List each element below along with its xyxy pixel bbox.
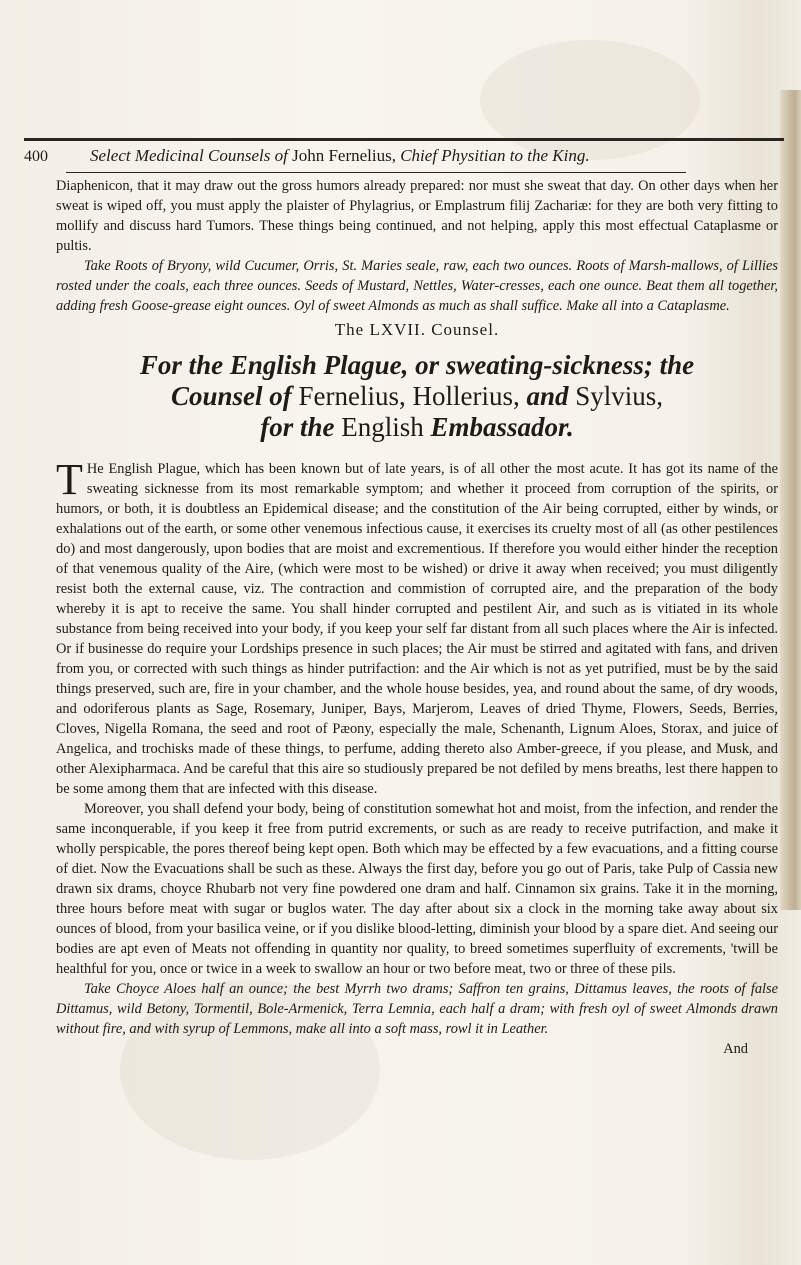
heading-part: English bbox=[341, 412, 424, 442]
paragraph-plague-description bbox=[56, 455, 778, 799]
recipe-cataplasm: Take Roots of Bryony, wild Cucumer, Orris, St. Maries seale, raw, each two ounces. Roots of Marsh-mallows, of Lillies rosted under the coals, each three ounces. Seeds of Mustard, Nettles, Water-cresses, each one ounce. Beat them all together, adding fresh Goose-grease eight ounces. Oyl of sweet Almonds as much as shall suffice. Make all into a Cataplasme. bbox=[56, 258, 778, 314]
facing-page-edge bbox=[780, 90, 801, 910]
catchword: And bbox=[723, 1041, 748, 1057]
heading-part: Sylvius, bbox=[575, 381, 664, 411]
heading-line bbox=[56, 381, 778, 412]
counsel-heading bbox=[56, 350, 778, 443]
heading-part: for the bbox=[260, 412, 342, 442]
top-rule bbox=[24, 138, 784, 141]
heading-part: Counsel of bbox=[170, 381, 299, 411]
page-body bbox=[56, 176, 778, 1059]
heading-part: and bbox=[526, 381, 576, 411]
running-title bbox=[90, 146, 590, 166]
heading-part: Fernelius, Hollerius, bbox=[298, 381, 527, 411]
paragraph-evacuations: Moreover, you shall defend your body, being of constitution somewhat hot and moist, from the infection, and render the same inconquerable, if you keep it free from putrid excrements, or such as are ready to receive putrifaction, and make it wholly perspicable, the pores thereof being kept open. Both which may be effected by a few evacuations, and a fitting course of diet. Now the Evacuations shall be such as these. Always the first day, before you go out of Paris, take Pulp of Cassia new drawn six drams, choyce Rhubarb not very fine powdered one dram and half. Cinnamon six grains. Take it in the morning, three hours before meat with sugar or buglos water. The day after about six a clock in the morning take away about six ounces of blood, from your basilica veine, or if you dislike blood-letting, diminish your blood by a spare diet. And seeing our bodies are apt even of Meats not offending in quantity nor quality, to breed sometimes superfluity of excrements, 'twill be healthful for you, once or twice in a week to swallow an hour or two before meat, two or three of these pils. bbox=[56, 801, 778, 977]
heading-line: For the English Plague, or sweating-sickness; the bbox=[139, 350, 695, 380]
running-header bbox=[24, 146, 744, 170]
heading-line bbox=[56, 412, 778, 443]
counsel-number-title: The LXVII. Counsel. bbox=[334, 320, 500, 339]
paper-stain bbox=[480, 40, 700, 160]
paragraph-text: He English Plague, which has been known but of late years, is of all other the most acute. It has got its name of the sweating sicknesse from its most remarkable symptom; and whether it proceed from corruption of the spirits, or humors, or both, it is doubtless an Epidemical disease; and the constitution of the Air being corrupted, either by winds, or exhalations out of the earth, or some other venemous infectious cause, it exercises its cruelty most of all (as other pestilences do) and most dangerously, upon bodies that are moist and excrementious. If therefore you would either hinder the reception of that venemous quality of the Aire, (which were most to be wished) or drive it away when received; you must diligently resist both the external cause, viz. The contraction and commistion of corrupted aire, and the preparation of the body whereby it is apt to receive the same. You shall hinder corrupted and pestilent Air, and such as is vitiated in its whole substance from being received into your body, if you keep your self far distant from all such places where the Air is infected. Or if businesse do require your Lordships presence in such places; the Air must be stirred and agitated with fans, and driven from you, or corrected with such things as hinder putrifaction: and the Air which is not as yet putrified, must be by the said things preserved, such are, fire in your chamber, and the whole house besides, yea, and round about the same, of dry woods, and odoriferous plants as Sage, Rosemary, Juniper, Bays, Marjerom, Leaves of dried Thyme, Flowers, Seeds, Berries, Cloves, Nigella Romana, the seed and root of Pæony, especially the male, Schenanth, Lignum Aloes, Storax, and juice of Angelica, and trochisks made of these things, to perfume, adding thereto also Amber-greece, if you please, and Musk, and other Alexipharmaca. And be careful that this aire so studiously prepared be not defiled by mens breaths, lest there happen to be some among them that are infected with this disease. bbox=[56, 461, 778, 797]
paragraph-cataplasm-intro: Diaphenicon, that it may draw out the gross humors already prepared: nor must she sweat that day. On other days when her sweat is wiped off, you must apply the plaister of Phylagrius, or Emplastrum filij Zachariæ: for they are both very fitting to mollify and discuss hard Tumors. These things being continued, and not helping, apply this most effectual Cataplasme or pultis. bbox=[56, 178, 778, 254]
running-title-part: Select Medicinal Counsels of bbox=[90, 146, 288, 165]
running-title-part: Chief Physitian to the King. bbox=[395, 146, 590, 165]
recipe-pills: Take Choyce Aloes half an ounce; the best Myrrh two drams; Saffron ten grains, Dittamus leaves, the roots of false Dittamus, wild Betony, Tormentil, Bole-Armenick, Terra Lemnia, each half a dram; with fresh oyl of sweet Almonds drawn without fire, and with syrup of Lemmons, make all into a soft mass, rowl it in Leather. bbox=[56, 981, 778, 1037]
drop-capital: T bbox=[56, 455, 83, 504]
header-underline bbox=[66, 172, 686, 173]
running-title-part: John Fernelius, bbox=[287, 146, 396, 165]
heading-part: Embassador. bbox=[423, 412, 574, 442]
page-number: 400 bbox=[24, 148, 48, 165]
